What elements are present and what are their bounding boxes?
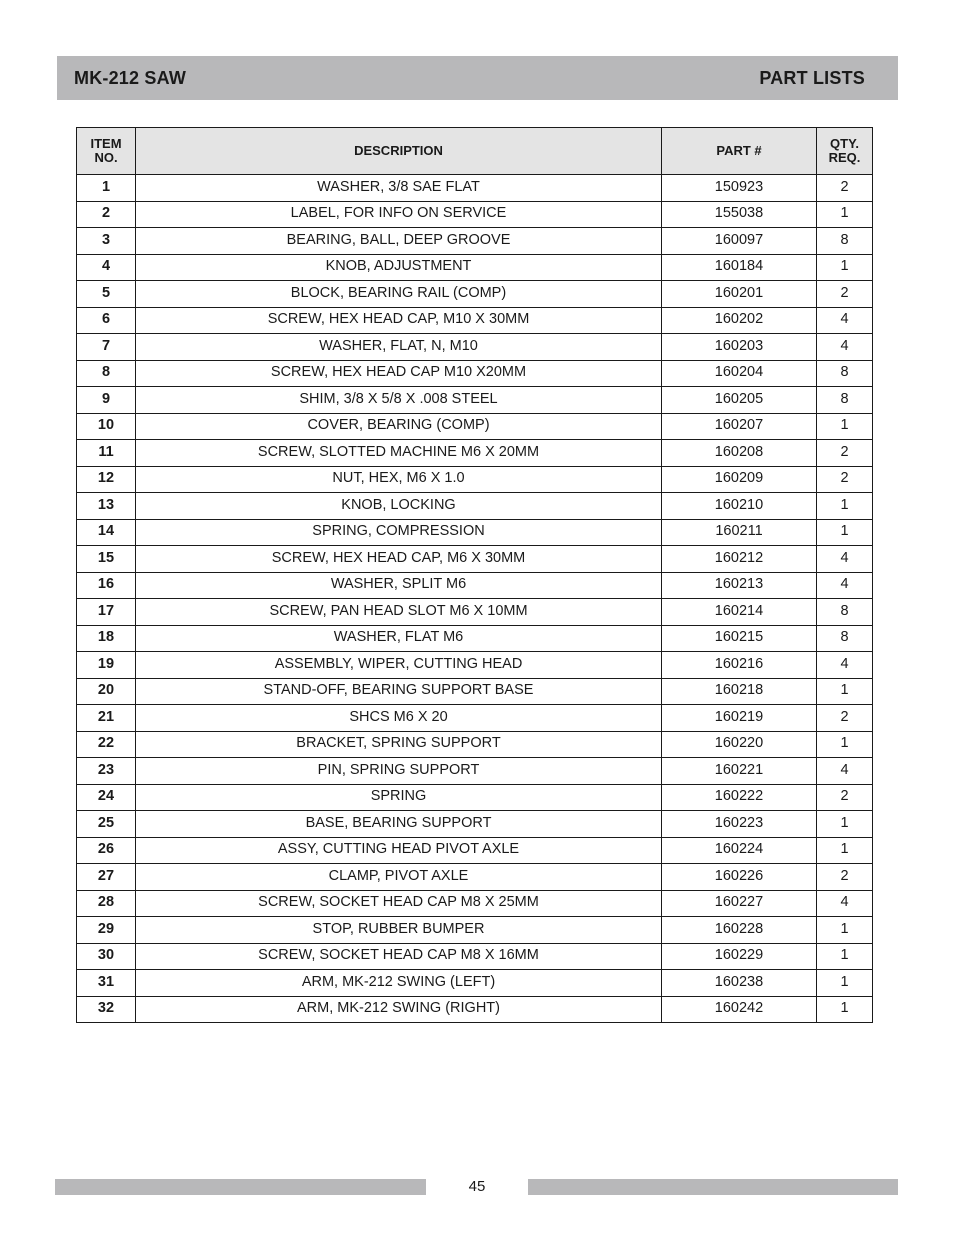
cell-item-no: 14 xyxy=(77,519,136,546)
cell-item-no: 25 xyxy=(77,811,136,838)
cell-qty: 4 xyxy=(817,572,873,599)
parts-table xyxy=(76,127,873,1023)
cell-qty: 1 xyxy=(817,811,873,838)
cell-item-no: 28 xyxy=(77,890,136,917)
cell-qty: 1 xyxy=(817,996,873,1023)
cell-qty: 1 xyxy=(817,917,873,944)
cell-item-no: 18 xyxy=(77,625,136,652)
cell-description: STOP, RUBBER BUMPER xyxy=(136,917,662,944)
cell-qty: 4 xyxy=(817,652,873,679)
cell-qty: 2 xyxy=(817,466,873,493)
cell-part-number: 160212 xyxy=(662,546,817,573)
cell-description: ARM, MK-212 SWING (RIGHT) xyxy=(136,996,662,1023)
cell-item-no: 16 xyxy=(77,572,136,599)
cell-description: STAND-OFF, BEARING SUPPORT BASE xyxy=(136,678,662,705)
table-row xyxy=(77,599,873,626)
column-header-item-no: ITEM NO. xyxy=(77,128,136,175)
cell-item-no: 5 xyxy=(77,281,136,308)
cell-item-no: 17 xyxy=(77,599,136,626)
cell-description: PIN, SPRING SUPPORT xyxy=(136,758,662,785)
cell-part-number: 160213 xyxy=(662,572,817,599)
cell-part-number: 160209 xyxy=(662,466,817,493)
cell-qty: 4 xyxy=(817,334,873,361)
cell-description: KNOB, LOCKING xyxy=(136,493,662,520)
table-row xyxy=(77,413,873,440)
cell-part-number: 160201 xyxy=(662,281,817,308)
cell-description: SHCS M6 X 20 xyxy=(136,705,662,732)
cell-description: CLAMP, PIVOT AXLE xyxy=(136,864,662,891)
table-row xyxy=(77,546,873,573)
table-row xyxy=(77,890,873,917)
cell-description: BRACKET, SPRING SUPPORT xyxy=(136,731,662,758)
cell-description: SPRING, COMPRESSION xyxy=(136,519,662,546)
cell-part-number: 160202 xyxy=(662,307,817,334)
cell-description: NUT, HEX, M6 X 1.0 xyxy=(136,466,662,493)
cell-description: SCREW, SOCKET HEAD CAP M8 X 16MM xyxy=(136,943,662,970)
cell-qty: 1 xyxy=(817,731,873,758)
cell-part-number: 160223 xyxy=(662,811,817,838)
cell-qty: 1 xyxy=(817,519,873,546)
cell-description: WASHER, 3/8 SAE FLAT xyxy=(136,175,662,202)
table-row xyxy=(77,493,873,520)
cell-qty: 4 xyxy=(817,307,873,334)
cell-qty: 8 xyxy=(817,360,873,387)
cell-description: ARM, MK-212 SWING (LEFT) xyxy=(136,970,662,997)
table-row xyxy=(77,837,873,864)
cell-item-no: 10 xyxy=(77,413,136,440)
cell-description: SPRING xyxy=(136,784,662,811)
table-row xyxy=(77,440,873,467)
table-row xyxy=(77,572,873,599)
cell-qty: 8 xyxy=(817,387,873,414)
cell-part-number: 160222 xyxy=(662,784,817,811)
cell-description: ASSEMBLY, WIPER, CUTTING HEAD xyxy=(136,652,662,679)
table-row xyxy=(77,307,873,334)
cell-part-number: 160097 xyxy=(662,228,817,255)
cell-qty: 4 xyxy=(817,758,873,785)
cell-qty: 1 xyxy=(817,254,873,281)
cell-description: WASHER, FLAT, N, M10 xyxy=(136,334,662,361)
table-row xyxy=(77,943,873,970)
cell-part-number: 150923 xyxy=(662,175,817,202)
cell-item-no: 29 xyxy=(77,917,136,944)
cell-item-no: 13 xyxy=(77,493,136,520)
cell-description: ASSY, CUTTING HEAD PIVOT AXLE xyxy=(136,837,662,864)
cell-part-number: 160226 xyxy=(662,864,817,891)
cell-qty: 2 xyxy=(817,864,873,891)
table-row xyxy=(77,281,873,308)
table-row xyxy=(77,784,873,811)
parts-table-body xyxy=(77,175,873,1023)
header-bar xyxy=(57,56,898,100)
cell-description: WASHER, FLAT M6 xyxy=(136,625,662,652)
cell-item-no: 24 xyxy=(77,784,136,811)
cell-part-number: 160203 xyxy=(662,334,817,361)
cell-item-no: 6 xyxy=(77,307,136,334)
cell-item-no: 31 xyxy=(77,970,136,997)
table-row xyxy=(77,228,873,255)
cell-description: SCREW, HEX HEAD CAP, M6 X 30MM xyxy=(136,546,662,573)
cell-part-number: 155038 xyxy=(662,201,817,228)
cell-item-no: 26 xyxy=(77,837,136,864)
column-header-qty-req: QTY. REQ. xyxy=(817,128,873,175)
cell-part-number: 160228 xyxy=(662,917,817,944)
table-row xyxy=(77,652,873,679)
cell-part-number: 160220 xyxy=(662,731,817,758)
table-row xyxy=(77,519,873,546)
cell-item-no: 30 xyxy=(77,943,136,970)
cell-part-number: 160219 xyxy=(662,705,817,732)
cell-item-no: 27 xyxy=(77,864,136,891)
cell-part-number: 160242 xyxy=(662,996,817,1023)
cell-description: BEARING, BALL, DEEP GROOVE xyxy=(136,228,662,255)
table-header-row xyxy=(77,128,873,175)
cell-part-number: 160207 xyxy=(662,413,817,440)
cell-description: SCREW, HEX HEAD CAP, M10 X 30MM xyxy=(136,307,662,334)
cell-item-no: 15 xyxy=(77,546,136,573)
cell-item-no: 7 xyxy=(77,334,136,361)
table-row xyxy=(77,996,873,1023)
cell-item-no: 4 xyxy=(77,254,136,281)
cell-qty: 8 xyxy=(817,228,873,255)
table-row xyxy=(77,917,873,944)
cell-item-no: 3 xyxy=(77,228,136,255)
table-row xyxy=(77,466,873,493)
column-header-part-number: PART # xyxy=(662,128,817,175)
cell-item-no: 11 xyxy=(77,440,136,467)
cell-part-number: 160215 xyxy=(662,625,817,652)
cell-description: WASHER, SPLIT M6 xyxy=(136,572,662,599)
table-row xyxy=(77,705,873,732)
cell-part-number: 160208 xyxy=(662,440,817,467)
cell-description: BASE, BEARING SUPPORT xyxy=(136,811,662,838)
cell-part-number: 160238 xyxy=(662,970,817,997)
cell-item-no: 1 xyxy=(77,175,136,202)
cell-part-number: 160229 xyxy=(662,943,817,970)
cell-description: COVER, BEARING (COMP) xyxy=(136,413,662,440)
cell-description: BLOCK, BEARING RAIL (COMP) xyxy=(136,281,662,308)
cell-part-number: 160216 xyxy=(662,652,817,679)
cell-item-no: 20 xyxy=(77,678,136,705)
cell-part-number: 160224 xyxy=(662,837,817,864)
table-row xyxy=(77,254,873,281)
cell-description: SCREW, HEX HEAD CAP M10 X20MM xyxy=(136,360,662,387)
cell-item-no: 19 xyxy=(77,652,136,679)
table-row xyxy=(77,678,873,705)
cell-qty: 2 xyxy=(817,281,873,308)
footer-bar-right xyxy=(528,1179,898,1195)
table-row xyxy=(77,758,873,785)
cell-description: KNOB, ADJUSTMENT xyxy=(136,254,662,281)
cell-part-number: 160227 xyxy=(662,890,817,917)
table-row xyxy=(77,334,873,361)
cell-part-number: 160218 xyxy=(662,678,817,705)
cell-part-number: 160184 xyxy=(662,254,817,281)
cell-item-no: 21 xyxy=(77,705,136,732)
table-row xyxy=(77,811,873,838)
cell-qty: 2 xyxy=(817,705,873,732)
table-row xyxy=(77,175,873,202)
cell-qty: 1 xyxy=(817,201,873,228)
table-row xyxy=(77,731,873,758)
cell-item-no: 32 xyxy=(77,996,136,1023)
cell-qty: 1 xyxy=(817,678,873,705)
cell-item-no: 23 xyxy=(77,758,136,785)
cell-description: SHIM, 3/8 X 5/8 X .008 STEEL xyxy=(136,387,662,414)
table-row xyxy=(77,625,873,652)
cell-qty: 1 xyxy=(817,837,873,864)
table-row xyxy=(77,864,873,891)
cell-description: SCREW, SOCKET HEAD CAP M8 X 25MM xyxy=(136,890,662,917)
cell-qty: 1 xyxy=(817,943,873,970)
cell-item-no: 12 xyxy=(77,466,136,493)
section-title: PART LISTS xyxy=(759,67,865,88)
column-header-description: DESCRIPTION xyxy=(136,128,662,175)
cell-description: SCREW, SLOTTED MACHINE M6 X 20MM xyxy=(136,440,662,467)
cell-part-number: 160211 xyxy=(662,519,817,546)
document-title: MK-212 SAW xyxy=(74,67,187,88)
cell-part-number: 160204 xyxy=(662,360,817,387)
table-row xyxy=(77,360,873,387)
table-row xyxy=(77,970,873,997)
table-row xyxy=(77,201,873,228)
cell-qty: 1 xyxy=(817,970,873,997)
cell-description: SCREW, PAN HEAD SLOT M6 X 10MM xyxy=(136,599,662,626)
cell-qty: 1 xyxy=(817,413,873,440)
cell-item-no: 2 xyxy=(77,201,136,228)
cell-qty: 4 xyxy=(817,546,873,573)
cell-qty: 1 xyxy=(817,493,873,520)
table-row xyxy=(77,387,873,414)
cell-qty: 8 xyxy=(817,625,873,652)
cell-qty: 8 xyxy=(817,599,873,626)
cell-part-number: 160205 xyxy=(662,387,817,414)
cell-qty: 4 xyxy=(817,890,873,917)
cell-item-no: 9 xyxy=(77,387,136,414)
footer-bar-left xyxy=(55,1179,426,1195)
cell-qty: 2 xyxy=(817,440,873,467)
cell-description: LABEL, FOR INFO ON SERVICE xyxy=(136,201,662,228)
cell-qty: 2 xyxy=(817,175,873,202)
cell-part-number: 160210 xyxy=(662,493,817,520)
cell-part-number: 160221 xyxy=(662,758,817,785)
page-number: 45 xyxy=(468,1178,486,1195)
cell-item-no: 22 xyxy=(77,731,136,758)
cell-part-number: 160214 xyxy=(662,599,817,626)
cell-item-no: 8 xyxy=(77,360,136,387)
cell-qty: 2 xyxy=(817,784,873,811)
